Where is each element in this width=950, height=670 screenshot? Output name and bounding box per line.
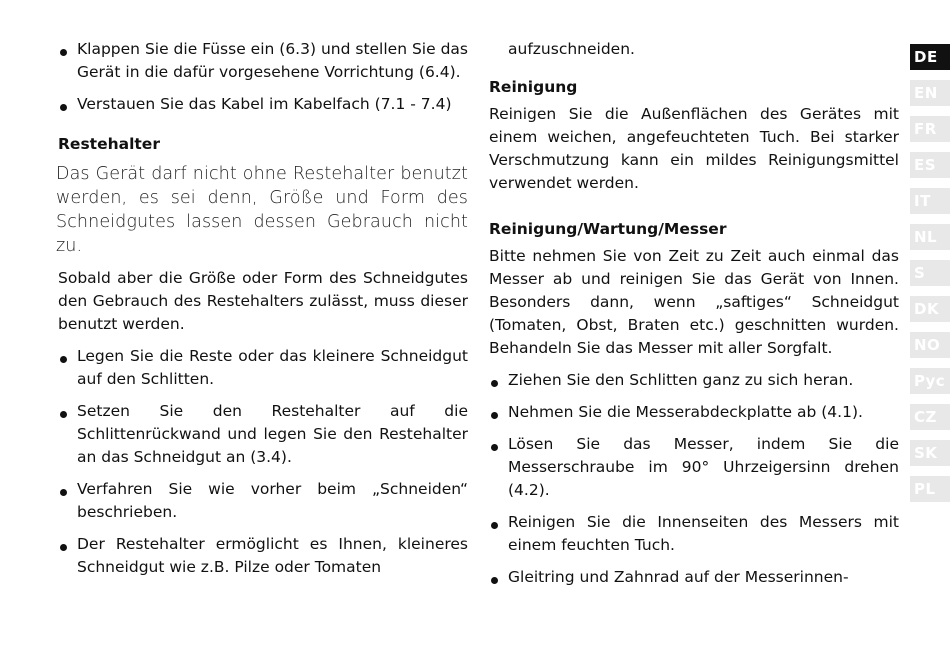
language-tab-no[interactable]: NO (910, 332, 950, 358)
language-tab-en[interactable]: EN (910, 80, 950, 106)
language-tabs (910, 44, 950, 512)
right-column (489, 38, 899, 598)
language-tab-ru[interactable]: Рус (910, 368, 950, 394)
language-tab-fr[interactable]: FR (910, 116, 950, 142)
body-paragraph: Sobald aber die Größe oder Form des Schneidgutes den Gebrauch des Restehalters zulässt, muss dieser benutzt werden. (58, 269, 468, 333)
list-item: Legen Sie die Reste oder das kleinere Schneidgut auf den Schlitten. (58, 345, 468, 391)
language-tab-es[interactable]: ES (910, 152, 950, 178)
wartung-bullet-list (489, 369, 899, 589)
list-item: Reinigen Sie die Innenseiten des Messers mit einem feuchten Tuch. (489, 511, 899, 557)
section-heading-reinigung: Reinigung (489, 78, 578, 96)
restehalter-bullet-list (58, 345, 468, 579)
list-item: Klappen Sie die Füsse ein (6.3) und stellen Sie das Gerät in die dafür vorgesehene Vorrichtung (6.4). (58, 38, 468, 84)
language-tab-it[interactable]: IT (910, 188, 950, 214)
list-item: Setzen Sie den Restehalter auf die Schlittenrückwand und legen Sie den Restehalter an das Schneidgut an (3.4). (58, 400, 468, 469)
section-heading-wartung: Reinigung/Wartung/Messer (489, 220, 727, 238)
body-paragraph: Reinigen Sie die Außenflächen des Gerätes mit einem weichen, angefeuchteten Tuch. Bei starker Verschmutzung kann ein mildes Reinigungsmittel verwendet werden. (489, 105, 899, 192)
language-tab-de[interactable]: DE (910, 44, 950, 70)
list-item: Ziehen Sie den Schlitten ganz zu sich heran. (489, 369, 899, 392)
list-item: Lösen Sie das Messer, indem Sie die Messerschraube im 90° Uhrzeigersinn drehen (4.2). (489, 433, 899, 502)
language-tab-nl[interactable]: NL (910, 224, 950, 250)
top-bullet-list (58, 38, 468, 116)
language-tab-pl[interactable]: PL (910, 476, 950, 502)
list-item: Verfahren Sie wie vorher beim „Schneiden“ beschrieben. (58, 478, 468, 524)
list-item: Der Restehalter ermöglicht es Ihnen, kleineres Schneidgut wie z.B. Pilze oder Tomaten (58, 533, 468, 579)
intro-paragraph: Das Gerät darf nicht ohne Restehalter benutzt werden, es sei denn, Größe und Form des Schneidgutes lassen dessen Gebrauch nicht zu. (56, 164, 468, 256)
continuation-text: aufzuschneiden. (508, 40, 635, 58)
left-column (58, 38, 468, 588)
language-tab-cz[interactable]: CZ (910, 404, 950, 430)
list-item: Gleitring und Zahnrad auf der Messerinnen- (489, 566, 899, 589)
body-paragraph: Bitte nehmen Sie von Zeit zu Zeit auch einmal das Messer ab und reinigen Sie das Gerät von Innen. Besonders dann, wenn „saftiges“ Schneidgut (Tomaten, Obst, Braten etc.) geschnitten wurden. Behandeln Sie das Messer mit aller Sorgfalt. (489, 247, 899, 357)
list-item: Nehmen Sie die Messerabdeckplatte ab (4.1). (489, 401, 899, 424)
section-heading-restehalter: Restehalter (58, 135, 160, 153)
language-tab-dk[interactable]: DK (910, 296, 950, 322)
list-item: Verstauen Sie das Kabel im Kabelfach (7.1 - 7.4) (58, 93, 468, 116)
language-tab-s[interactable]: S (910, 260, 950, 286)
language-tab-sk[interactable]: SK (910, 440, 950, 466)
